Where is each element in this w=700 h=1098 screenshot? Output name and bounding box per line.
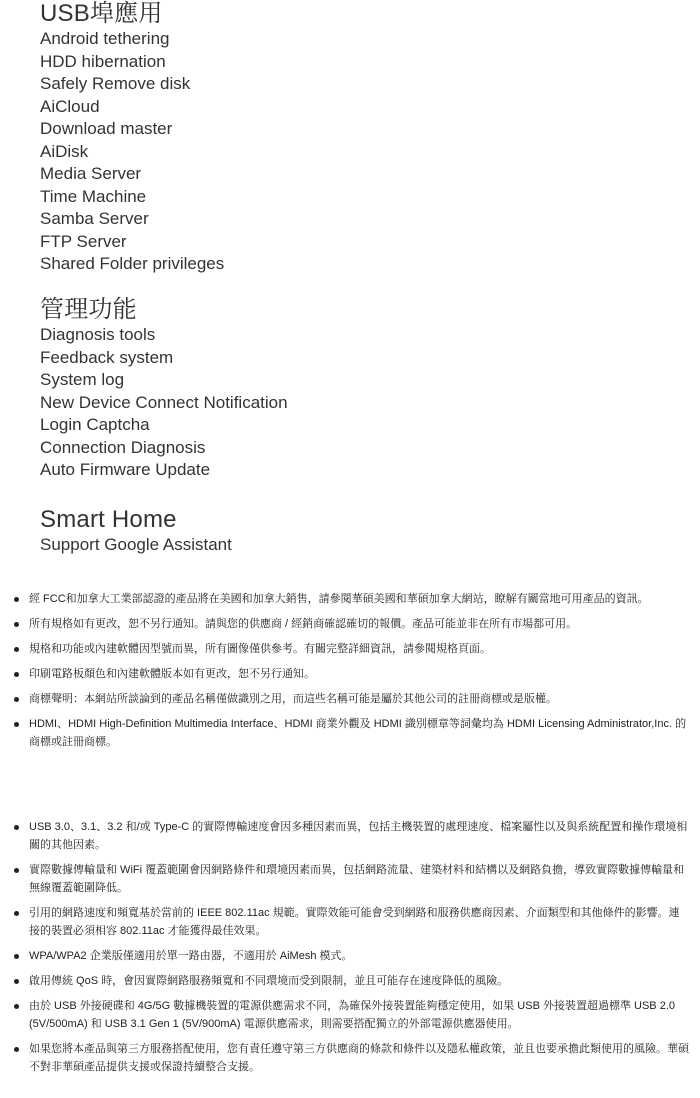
spec-item: New Device Connect Notification — [40, 392, 288, 412]
note-text: USB 3.0、3.1、3.2 和/或 Type-C 的實際傳輸速度會因多種因素而異，包括主機裝置的處理速度、檔案屬性以及與系統配置和操作環境相關的其他因素。 — [29, 821, 688, 851]
management-title: 管理功能 — [40, 296, 137, 323]
bullet-icon — [14, 1047, 19, 1052]
smart-home-list — [40, 534, 680, 557]
disclaimer-note — [14, 715, 690, 751]
performance-note — [14, 861, 690, 897]
bullet-icon — [14, 622, 19, 627]
spec-item: System log — [40, 370, 125, 389]
note-text: 印刷電路板顏色和內建軟體版本如有更改，恕不另行通知。 — [29, 668, 315, 680]
spec-item: Time Machine — [40, 186, 147, 206]
disclaimer-note — [14, 590, 690, 608]
note-text: 實際數據傳輸量和 WiFi 覆蓋範圍會因網路條件和環境因素而異，包括網路流量、建築材料和結構以及網路負擔，導致實際數據傳輸量和無線覆蓋範圍降低。 — [29, 864, 685, 894]
bullet-icon — [14, 1004, 19, 1009]
note-text: 由於 USB 外接硬碟和 4G/5G 數據機裝置的電源供應需求不同，為確保外接裝置能夠穩定使用，如果 USB 外接裝置超過標準 USB 2.0 (5V/500mA) 和 USB 3.1 Gen 1 (5V/900mA) 電源供應需求，則需要搭配獨立的外部電源供應器使用。 — [29, 1000, 675, 1030]
note-text: 商標聲明：本網站所談論到的產品名稱僅做識別之用，而這些名稱可能是屬於其他公司的註冊商標或是版權。 — [29, 693, 557, 705]
usb-ports-title: USB埠應用 — [40, 0, 163, 27]
bullet-icon — [14, 672, 19, 677]
disclaimer-note — [14, 640, 690, 658]
note-text: 如果您將本產品與第三方服務搭配使用，您有責任遵守第三方供應商的條款和條件以及隱私權政策，並且也要承擔此類使用的風險。華碩不對非華碩產品提供支援或保證持續整合支援。 — [29, 1043, 689, 1073]
bullet-icon — [14, 825, 19, 830]
spec-item: AiCloud — [40, 96, 100, 116]
note-text: 所有規格如有更改，恕不另行通知。請與您的供應商 / 經銷商確認確切的報價。產品可能並非在所有市場都可用。 — [29, 618, 578, 630]
bullet-icon — [14, 911, 19, 916]
spec-item: FTP Server — [40, 231, 127, 251]
management-section — [40, 296, 680, 482]
disclaimer-note — [14, 690, 690, 708]
spec-item: Login Captcha — [40, 415, 150, 434]
note-text: 規格和功能或內建軟體因型號而異，所有圖像僅供參考。有關完整詳細資訊，請參閱規格頁面。 — [29, 643, 491, 655]
bullet-icon — [14, 979, 19, 984]
performance-note — [14, 818, 690, 854]
performance-note — [14, 997, 690, 1033]
performance-note — [14, 972, 690, 990]
spec-item: Safely Remove disk — [40, 74, 191, 93]
spec-item: Feedback system — [40, 347, 174, 367]
performance-note — [14, 1040, 690, 1076]
spec-item: Shared Folder privileges — [40, 254, 225, 273]
spec-item: Android tethering — [40, 29, 170, 48]
note-text: 啟用傳統 QoS 時，會因實際網路服務頻寬和不同環境而受到限制，並且可能存在速度降低的風險。 — [29, 975, 509, 987]
bullet-icon — [14, 647, 19, 652]
spec-item: AiDisk — [40, 141, 89, 161]
bullet-icon — [14, 954, 19, 959]
bullet-icon — [14, 868, 19, 873]
disclaimer-note — [14, 615, 690, 633]
note-text: 引用的網路速度和頻寬基於當前的 IEEE 802.11ac 規範。實際效能可能會受到網路和服務供應商因素、介面類型和其他條件的影響。連接的裝置必須相容 802.11ac 才能獲得最佳效果。 — [29, 907, 680, 937]
spec-item: Media Server — [40, 164, 142, 183]
note-text: HDMI、HDMI High-Definition Multimedia Interface、HDMI 商業外觀及 HDMI 識別標章等詞彙均為 HDMI Licensing Administrator,Inc. 的商標或註冊商標。 — [29, 718, 687, 748]
spec-item: Auto Firmware Update — [40, 460, 211, 479]
spec-item: Support Google Assistant — [40, 535, 232, 554]
smart-home-section — [40, 506, 680, 557]
bullet-icon — [14, 722, 19, 727]
spec-item: Samba Server — [40, 209, 149, 228]
disclaimer-notes-list — [14, 590, 690, 758]
bullet-icon — [14, 597, 19, 602]
performance-note — [14, 947, 690, 965]
management-list — [40, 324, 680, 482]
spec-item: Download master — [40, 119, 173, 138]
performance-note — [14, 904, 690, 940]
spec-item: HDD hibernation — [40, 51, 166, 71]
note-text: 經 FCC和加拿大工業部認證的產品將在美國和加拿大銷售，請參閱華碩美國和華碩加拿大網站，瞭解有關當地可用產品的資訊。 — [29, 593, 649, 605]
usb-ports-list — [40, 28, 680, 276]
note-text: WPA/WPA2 企業版僅適用於單一路由器，不適用於 AiMesh 模式。 — [29, 950, 353, 962]
usb-ports-section — [40, 0, 680, 276]
spec-item: Diagnosis tools — [40, 325, 156, 344]
bullet-icon — [14, 697, 19, 702]
smart-home-title: Smart Home — [40, 506, 177, 533]
disclaimer-note — [14, 665, 690, 683]
spec-item: Connection Diagnosis — [40, 437, 206, 457]
performance-notes-list — [14, 818, 690, 1083]
